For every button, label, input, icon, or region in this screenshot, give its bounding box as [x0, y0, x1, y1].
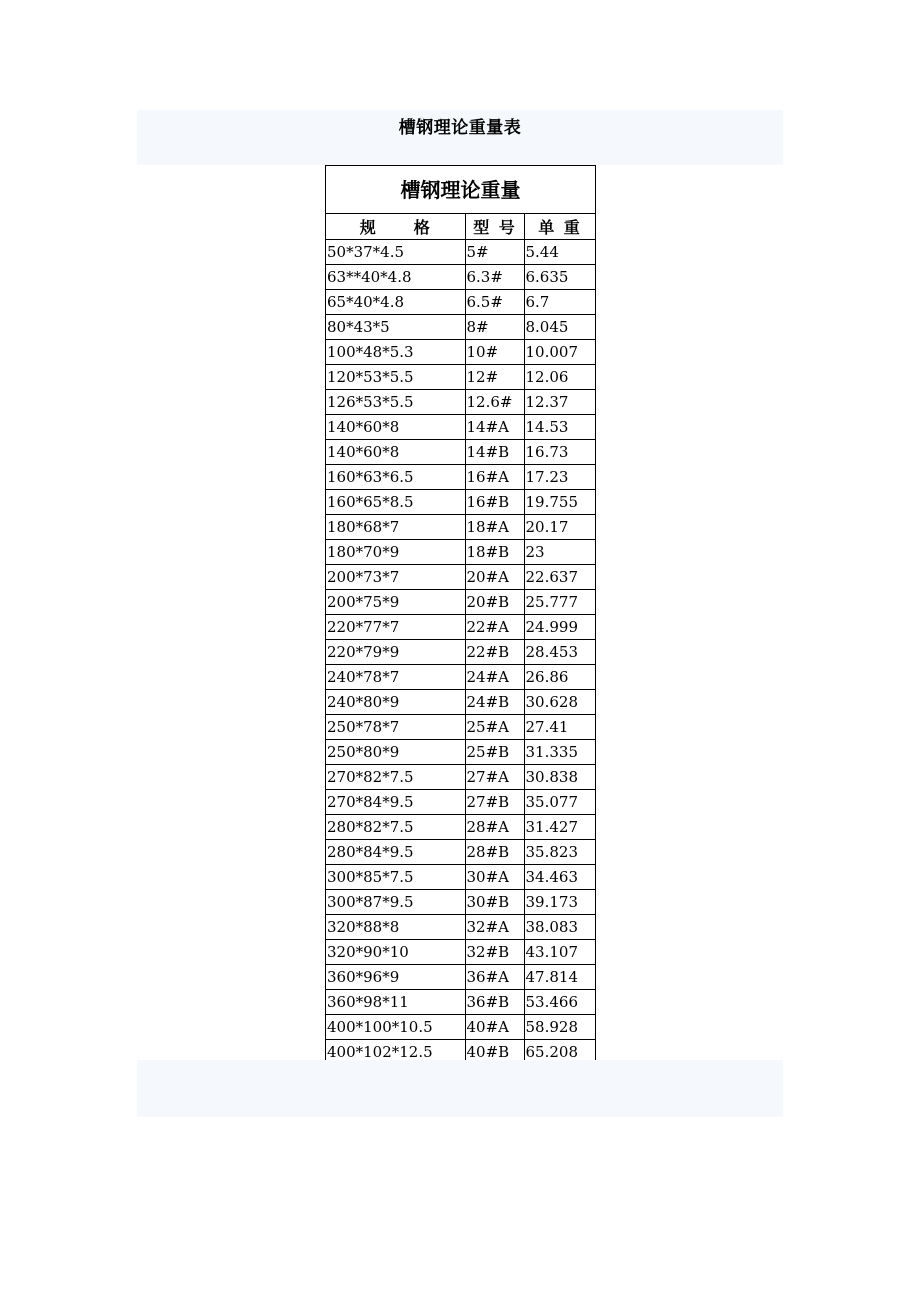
table-row — [326, 914, 595, 939]
cell-spec: 360*98*11 — [326, 989, 465, 1014]
cell-spec: 200*73*7 — [326, 564, 465, 589]
cell-model: 25#B — [465, 739, 524, 764]
cell-model: 12.6# — [465, 389, 524, 414]
cell-unit-weight: 19.755 — [524, 489, 595, 514]
table-row — [326, 289, 595, 314]
cell-unit-weight: 17.23 — [524, 464, 595, 489]
cell-model: 6.3# — [465, 264, 524, 289]
cell-spec: 200*75*9 — [326, 589, 465, 614]
cell-unit-weight: 22.637 — [524, 564, 595, 589]
cell-unit-weight: 31.335 — [524, 739, 595, 764]
cell-unit-weight: 23 — [524, 539, 595, 564]
cell-model: 18#A — [465, 514, 524, 539]
cell-unit-weight: 6.7 — [524, 289, 595, 314]
footer-band — [137, 1060, 783, 1117]
cell-model: 24#B — [465, 689, 524, 714]
table-caption: 槽钢理论重量 — [326, 166, 596, 214]
cell-model: 36#A — [465, 964, 524, 989]
cell-model: 28#B — [465, 839, 524, 864]
table-row — [326, 964, 595, 989]
cell-unit-weight: 30.838 — [524, 764, 595, 789]
table-header-row — [326, 214, 595, 239]
page-title: 槽钢理论重量表 — [398, 118, 522, 138]
cell-spec: 300*85*7.5 — [326, 864, 465, 889]
cell-unit-weight: 35.077 — [524, 789, 595, 814]
table-row — [326, 839, 595, 864]
table-row — [326, 664, 595, 689]
cell-unit-weight: 25.777 — [524, 589, 595, 614]
table-row — [326, 989, 595, 1014]
cell-spec: 300*87*9.5 — [326, 889, 465, 914]
cell-model: 27#A — [465, 764, 524, 789]
table-row — [326, 264, 595, 289]
cell-unit-weight: 5.44 — [524, 239, 595, 264]
table-row — [326, 564, 595, 589]
cell-model: 36#B — [465, 989, 524, 1014]
table-row — [326, 1014, 595, 1039]
cell-spec: 240*80*9 — [326, 689, 465, 714]
cell-unit-weight: 12.06 — [524, 364, 595, 389]
cell-unit-weight: 16.73 — [524, 439, 595, 464]
table-row — [326, 614, 595, 639]
cell-model: 27#B — [465, 789, 524, 814]
table-row — [326, 939, 595, 964]
cell-model: 24#A — [465, 664, 524, 689]
cell-unit-weight: 31.427 — [524, 814, 595, 839]
cell-spec: 250*80*9 — [326, 739, 465, 764]
table-row — [326, 714, 595, 739]
weight-table — [326, 214, 596, 1065]
cell-model: 25#A — [465, 714, 524, 739]
table-row — [326, 364, 595, 389]
cell-model: 28#A — [465, 814, 524, 839]
cell-spec: 400*100*10.5 — [326, 1014, 465, 1039]
table-row — [326, 864, 595, 889]
table-row — [326, 489, 595, 514]
cell-unit-weight: 8.045 — [524, 314, 595, 339]
cell-spec: 180*68*7 — [326, 514, 465, 539]
table-row — [326, 339, 595, 364]
cell-spec: 160*65*8.5 — [326, 489, 465, 514]
cell-spec: 270*82*7.5 — [326, 764, 465, 789]
cell-model: 22#B — [465, 639, 524, 664]
cell-model: 14#B — [465, 439, 524, 464]
cell-model: 32#A — [465, 914, 524, 939]
cell-model: 14#A — [465, 414, 524, 439]
table-row — [326, 639, 595, 664]
cell-model: 30#A — [465, 864, 524, 889]
cell-unit-weight: 53.466 — [524, 989, 595, 1014]
table-row — [326, 589, 595, 614]
cell-model: 10# — [465, 339, 524, 364]
cell-spec: 250*78*7 — [326, 714, 465, 739]
cell-model: 40#B — [465, 1039, 524, 1064]
cell-spec: 80*43*5 — [326, 314, 465, 339]
cell-unit-weight: 58.928 — [524, 1014, 595, 1039]
cell-unit-weight: 20.17 — [524, 514, 595, 539]
table-row — [326, 414, 595, 439]
cell-spec: 280*84*9.5 — [326, 839, 465, 864]
table-row — [326, 239, 595, 264]
cell-spec: 180*70*9 — [326, 539, 465, 564]
cell-spec: 126*53*5.5 — [326, 389, 465, 414]
cell-unit-weight: 43.107 — [524, 939, 595, 964]
table-row — [326, 539, 595, 564]
table-row — [326, 789, 595, 814]
cell-unit-weight: 6.635 — [524, 264, 595, 289]
cell-spec: 63**40*4.8 — [326, 264, 465, 289]
cell-unit-weight: 65.208 — [524, 1039, 595, 1064]
cell-unit-weight: 27.41 — [524, 714, 595, 739]
cell-spec: 100*48*5.3 — [326, 339, 465, 364]
cell-unit-weight: 12.37 — [524, 389, 595, 414]
cell-model: 6.5# — [465, 289, 524, 314]
cell-spec: 50*37*4.5 — [326, 239, 465, 264]
cell-spec: 240*78*7 — [326, 664, 465, 689]
cell-model: 12# — [465, 364, 524, 389]
header-model: 型 号 — [465, 214, 524, 239]
cell-unit-weight: 14.53 — [524, 414, 595, 439]
table-row — [326, 889, 595, 914]
cell-unit-weight: 28.453 — [524, 639, 595, 664]
table-row — [326, 464, 595, 489]
table-row — [326, 439, 595, 464]
cell-model: 18#B — [465, 539, 524, 564]
cell-spec: 140*60*8 — [326, 414, 465, 439]
cell-model: 30#B — [465, 889, 524, 914]
cell-spec: 270*84*9.5 — [326, 789, 465, 814]
cell-spec: 140*60*8 — [326, 439, 465, 464]
table-row — [326, 764, 595, 789]
cell-spec: 400*102*12.5 — [326, 1039, 465, 1064]
cell-model: 40#A — [465, 1014, 524, 1039]
cell-model: 32#B — [465, 939, 524, 964]
cell-model: 16#A — [465, 464, 524, 489]
cell-spec: 220*79*9 — [326, 639, 465, 664]
cell-model: 8# — [465, 314, 524, 339]
cell-spec: 120*53*5.5 — [326, 364, 465, 389]
weight-table-container — [325, 165, 596, 1065]
table-body — [326, 239, 595, 1064]
cell-spec: 280*82*7.5 — [326, 814, 465, 839]
cell-spec: 220*77*7 — [326, 614, 465, 639]
cell-unit-weight: 26.86 — [524, 664, 595, 689]
table-row — [326, 739, 595, 764]
cell-spec: 160*63*6.5 — [326, 464, 465, 489]
cell-unit-weight: 38.083 — [524, 914, 595, 939]
cell-spec: 65*40*4.8 — [326, 289, 465, 314]
cell-unit-weight: 47.814 — [524, 964, 595, 989]
cell-unit-weight: 30.628 — [524, 689, 595, 714]
table-row — [326, 389, 595, 414]
cell-model: 22#A — [465, 614, 524, 639]
cell-spec: 320*90*10 — [326, 939, 465, 964]
cell-model: 5# — [465, 239, 524, 264]
cell-unit-weight: 24.999 — [524, 614, 595, 639]
table-row — [326, 814, 595, 839]
cell-unit-weight: 34.463 — [524, 864, 595, 889]
header-unit-weight: 单 重 — [524, 214, 595, 239]
cell-spec: 320*88*8 — [326, 914, 465, 939]
table-row — [326, 514, 595, 539]
cell-unit-weight: 10.007 — [524, 339, 595, 364]
cell-model: 20#A — [465, 564, 524, 589]
cell-model: 20#B — [465, 589, 524, 614]
cell-model: 16#B — [465, 489, 524, 514]
cell-unit-weight: 39.173 — [524, 889, 595, 914]
table-row — [326, 689, 595, 714]
cell-spec: 360*96*9 — [326, 964, 465, 989]
table-row — [326, 314, 595, 339]
header-spec: 规 格 — [326, 214, 465, 239]
cell-unit-weight: 35.823 — [524, 839, 595, 864]
